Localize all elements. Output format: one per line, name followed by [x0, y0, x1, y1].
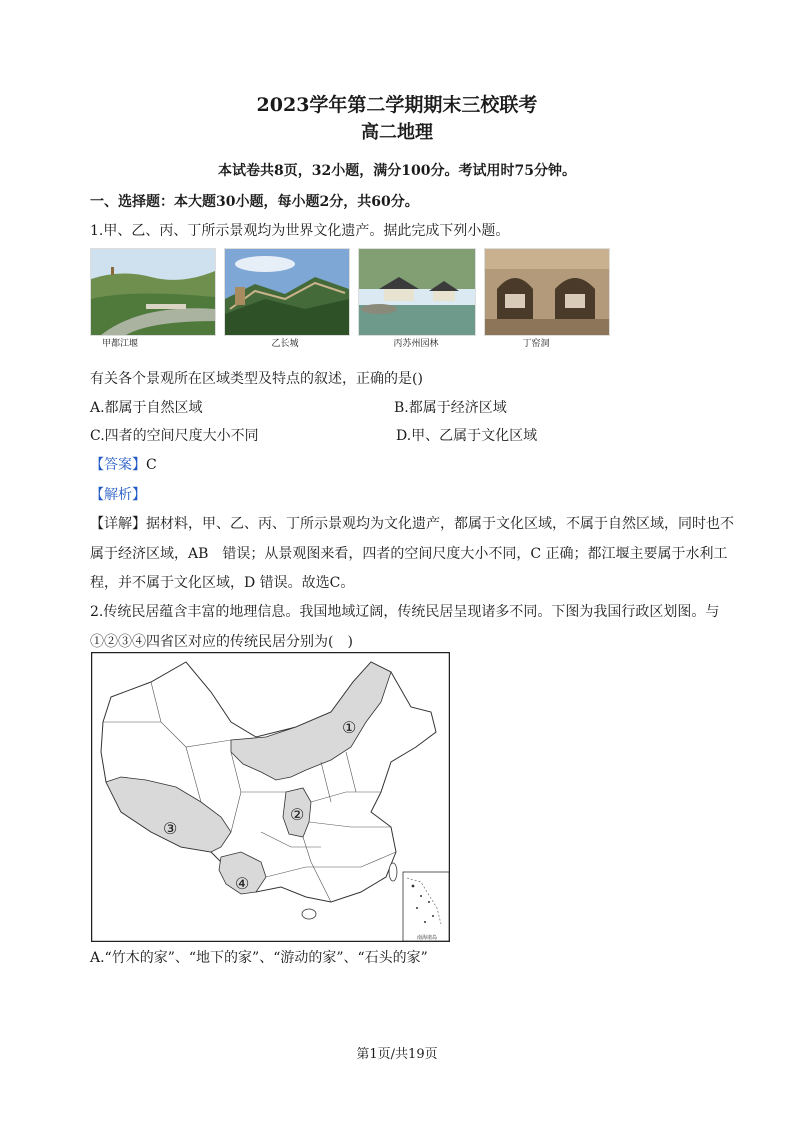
map-marker-4: ④ — [235, 874, 250, 893]
map-marker-1: ① — [342, 718, 357, 737]
exam-note: 本试卷共8页，32小题，满分100分。考试用时75分钟。 — [218, 163, 576, 179]
section-heading: 一、选择题：本大题30小题，每小题2分，共60分。 — [90, 194, 419, 210]
inset-label: 南海诸岛 — [417, 935, 438, 941]
answer-value: C — [146, 457, 157, 473]
caption-suzhou-garden: 丙苏州园林 — [393, 339, 439, 349]
photo-great-wall — [224, 248, 350, 336]
q1-detail-line-1 — [90, 513, 734, 533]
photo-dujiangyan — [90, 248, 216, 336]
detail-text-1: 据材料，甲、乙、丙、丁所示景观均为文化遗产，都属于文化区域，不属于自然区域，同时也不 — [146, 516, 734, 532]
q1-question: 有关各个景观所在区域类型及特点的叙述，正确的是() — [90, 371, 423, 387]
caption-dujiangyan: 甲都江堰 — [101, 339, 138, 349]
q1-detail-line-2: 属于经济区域，AB 错误；从景观图来看，四者的空间尺度大小不同，C 正确；都江堰主要属于水利工 — [90, 546, 728, 562]
q1-option-a: A.都属于自然区域 — [90, 400, 203, 416]
exam-subtitle: 高二地理 — [361, 122, 433, 143]
q2-stem-line-2: ①②③④四省区对应的传统民居分别为( ) — [90, 634, 353, 650]
detail-tag: 【详解】 — [90, 516, 146, 532]
page-footer: 第1页/共19页 — [356, 1047, 438, 1062]
q1-option-d: D.甲、乙属于文化区域 — [396, 428, 538, 444]
photo-suzhou-garden — [358, 248, 476, 336]
caption-cave-dwelling: 丁窑洞 — [522, 339, 550, 349]
answer-tag: 【答案】 — [90, 457, 146, 473]
q2-option-a: A.“竹木的家”、“地下的家”、“游动的家”、“石头的家” — [90, 950, 428, 966]
map-marker-2: ② — [290, 805, 305, 824]
map-marker-3: ③ — [163, 819, 178, 838]
china-map — [91, 652, 450, 942]
caption-great-wall: 乙长城 — [271, 339, 299, 349]
q1-option-b: B.都属于经济区域 — [394, 400, 507, 416]
q1-option-c: C.四者的空间尺度大小不同 — [90, 428, 259, 444]
q1-stem: 1.甲、乙、丙、丁所示景观均为世界文化遗产。据此完成下列小题。 — [90, 223, 510, 239]
q2-stem-line-1: 2.传统民居蕴含丰富的地理信息。我国地域辽阔，传统民居呈现诸多不同。下图为我国行政区划图。与 — [90, 604, 720, 620]
q1-answer — [90, 454, 157, 474]
exam-title: 2023学年第二学期期末三校联考 — [256, 94, 538, 116]
photo-cave-dwelling — [484, 248, 610, 336]
q1-detail-line-3: 程，并不属于文化区域，D 错误。故选C。 — [90, 575, 355, 591]
analysis-tag: 【解析】 — [90, 487, 146, 503]
